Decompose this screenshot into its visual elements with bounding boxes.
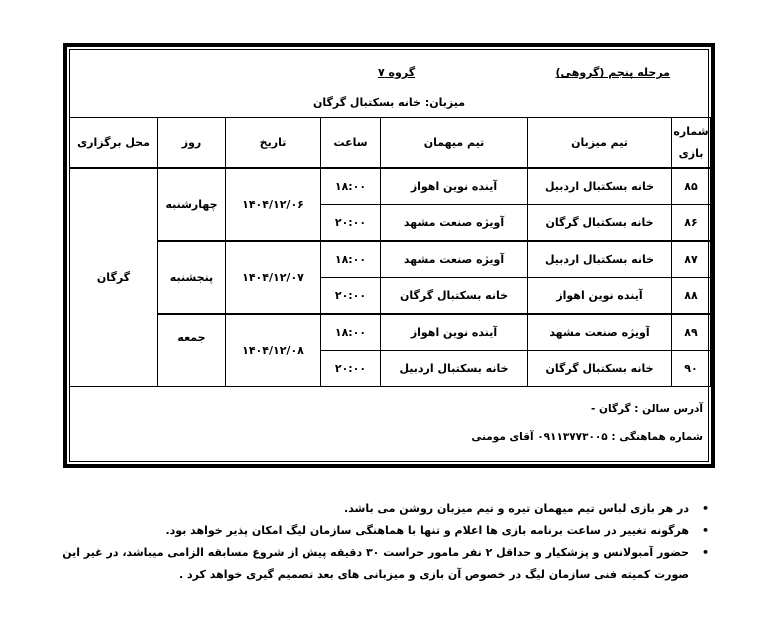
game-number: ۸۸ [672,278,711,315]
guest-team: آینده نوین اهواز [381,314,528,351]
schedule-table [69,117,711,387]
game-time: ۱۸:۰۰ [321,314,381,351]
table-row [70,314,711,351]
game-date: ۱۴۰۴/۱۲/۰۶ [226,168,321,241]
col-guest-team: تیم میهمان [381,118,528,169]
game-day: چهارشنبه [158,168,226,241]
col-home-team: تیم میزبان [528,118,672,169]
note-text: در هر بازی لباس تیم میهمان تیره و تیم میزبان روشن می باشد. [344,502,689,515]
note-item [30,498,709,520]
guest-team: آینده نوین اهواز [381,168,528,205]
col-game-number: شماره بازی [672,118,711,169]
home-team: خانه بسکتبال اردبیل [528,168,672,205]
notes-list [30,498,709,586]
col-venue: محل برگزاری [70,118,158,169]
game-number: ۸۹ [672,314,711,351]
home-team: خانه بسکتبال گرگان [528,205,672,242]
home-team: خانه بسکتبال گرگان [528,351,672,387]
game-number: ۸۵ [672,168,711,205]
guest-team: خانه بسکتبال گرگان [381,278,528,315]
venue-address: آدرس سالن : گرگان - [590,403,703,415]
note-text: هرگونه تغییر در ساعت برنامه بازی ها اعلام و تنها با هماهنگی سازمان لیگ امکان پذیر خواهد بود. [165,524,689,537]
home-team: آویژه صنعت مشهد [528,314,672,351]
bullet-icon: • [701,524,709,537]
group-title: گروه ۷ [378,66,416,79]
home-team: آینده نوین اهواز [528,278,672,315]
guest-team: آویژه صنعت مشهد [381,205,528,242]
game-time: ۲۰:۰۰ [321,351,381,387]
game-number: ۹۰ [672,351,711,387]
col-date: تاریخ [226,118,321,169]
bullet-icon: • [701,502,709,515]
game-date: ۱۴۰۴/۱۲/۰۷ [226,241,321,314]
game-number: ۸۶ [672,205,711,242]
host-label: میزبان: [424,96,466,109]
guest-team: آویژه صنعت مشهد [381,241,528,278]
stage-title: مرحله پنجم (گروهی) [555,66,670,79]
table-header-row [70,118,711,169]
host-line [70,96,708,109]
schedule-frame [63,43,715,468]
home-team: خانه بسکتبال اردبیل [528,241,672,278]
game-time: ۲۰:۰۰ [321,205,381,242]
bullet-icon: • [701,546,709,559]
note-text: حضور آمبولانس و پزشکیار و حداقل ۲ نفر مامور حراست ۳۰ دقیقه پیش از شروع مسابقه الزامی میباشد، در غیر این صورت کمیته فنی سازمان لیگ در خصوص آن بازی و میزبانی های بعد تصمیم گیری خواهد کرد . [62,546,689,581]
schedule-frame-inner [69,49,709,462]
contact-number: شماره هماهنگی : ۰۹۱۱۳۷۷۳۰۰۵ آقای مومنی [471,431,703,443]
game-date: ۱۴۰۴/۱۲/۰۸ [226,314,321,387]
col-day: روز [158,118,226,169]
game-time: ۲۰:۰۰ [321,278,381,315]
note-item [30,542,709,586]
table-row [70,241,711,278]
game-number: ۸۷ [672,241,711,278]
game-time: ۱۸:۰۰ [321,168,381,205]
host-name: خانه بسکتبال گرگان [312,96,421,109]
table-row [70,168,711,205]
game-time: ۱۸:۰۰ [321,241,381,278]
guest-team: خانه بسکتبال اردبیل [381,351,528,387]
venue: گرگان [70,168,158,387]
col-time: ساعت [321,118,381,169]
note-item [30,520,709,542]
game-day: پنجشنبه [158,241,226,314]
game-day: جمعه [158,314,226,387]
